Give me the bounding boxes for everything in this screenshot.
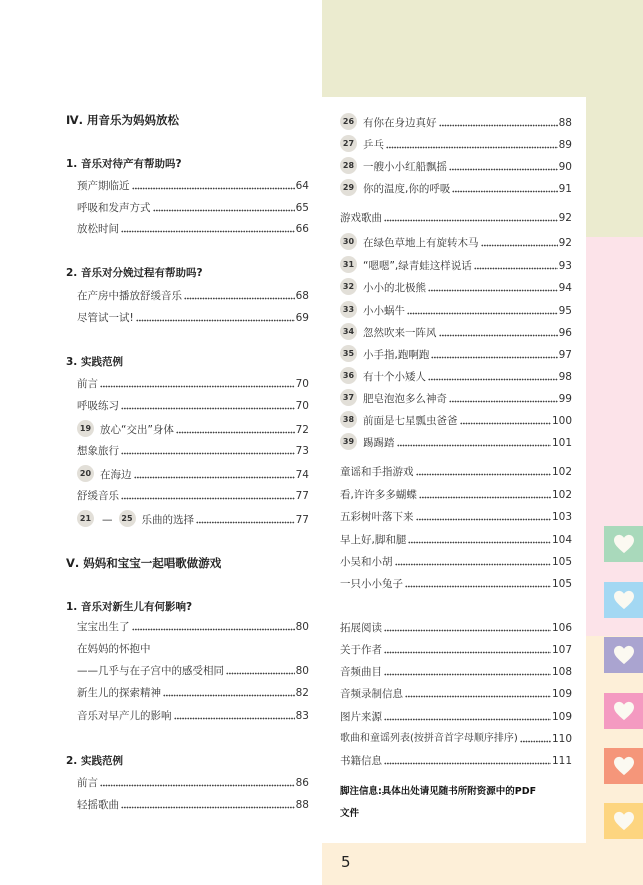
dot-leader	[449, 393, 558, 403]
track-number-badge: 25	[119, 510, 136, 527]
track-number-badge: 26	[340, 113, 357, 130]
entry-label: 呼吸练习	[77, 400, 119, 412]
page-ref: 64	[295, 180, 309, 192]
subsection-heading: 1. 音乐对新生儿有何影响?	[66, 601, 193, 613]
track-number-badge: 38	[340, 411, 357, 428]
dot-leader	[121, 223, 295, 233]
page-ref: 100	[551, 415, 572, 427]
toc-entry[interactable]	[340, 619, 572, 635]
page-ref: 83	[295, 710, 309, 722]
page-ref: 80	[295, 621, 309, 633]
entry-label: 新生儿的探索精神	[77, 687, 161, 699]
entry-label: 小小的北极熊	[363, 282, 426, 294]
toc-entry[interactable]	[340, 752, 572, 768]
entry-label: 乒乓	[363, 139, 384, 151]
dot-leader	[384, 212, 558, 222]
entry-label: 音频曲目	[340, 666, 382, 678]
toc-entry[interactable]	[77, 220, 309, 236]
entry-label: 你的温度,你的呼吸	[363, 183, 451, 195]
dot-leader	[431, 349, 557, 359]
toc-entry[interactable]	[77, 796, 309, 812]
heart-icon	[613, 534, 635, 554]
page-ref: 95	[558, 305, 572, 317]
track-number-badge: 29	[340, 179, 357, 196]
entry-label: 一只小小兔子	[340, 578, 403, 590]
toc-entry[interactable]	[77, 618, 309, 634]
entry-label: 游戏歌曲	[340, 212, 382, 224]
entry-label: 宝宝出生了	[77, 621, 130, 633]
dot-leader	[405, 688, 551, 698]
toc-entry[interactable]	[77, 177, 309, 193]
entry-label: 在海边	[100, 469, 132, 481]
toc-entry[interactable]	[77, 397, 309, 413]
entry-label: 音频录制信息	[340, 688, 403, 700]
track-number-badge: 28	[340, 157, 357, 174]
toc-track-entry[interactable]	[340, 434, 572, 450]
track-number-badge: 19	[77, 420, 94, 437]
entry-label: 舒缓音乐	[77, 490, 119, 502]
side-pink-panel	[586, 237, 643, 636]
range-dash: —	[102, 514, 113, 526]
page-ref: 94	[558, 282, 572, 294]
entry-label: 踢踢踏	[363, 437, 395, 449]
heart-icon	[613, 756, 635, 776]
page-ref: 92	[558, 237, 572, 249]
dot-leader	[439, 117, 558, 127]
dot-leader	[121, 445, 295, 455]
page-ref: 89	[558, 139, 572, 151]
dot-leader	[174, 710, 295, 720]
dot-leader	[439, 327, 558, 337]
page-ref: 106	[551, 622, 572, 634]
dot-leader	[428, 371, 558, 381]
page-ref: 105	[551, 578, 572, 590]
track-number-badge: 39	[340, 433, 357, 450]
entry-label: 在妈妈的怀抱中	[77, 643, 151, 655]
toc-entry[interactable]	[77, 707, 309, 723]
entry-label: 在产房中播放舒缓音乐	[77, 290, 182, 302]
page-ref: 69	[295, 312, 309, 324]
toc-track-entry[interactable]	[77, 421, 309, 437]
dot-leader	[384, 666, 551, 676]
toc-entry-title-line[interactable]	[77, 640, 309, 656]
toc-track-entry[interactable]	[340, 257, 572, 273]
toc-entry[interactable]	[77, 487, 309, 503]
track-number-badge: 31	[340, 256, 357, 273]
dot-leader	[449, 161, 558, 171]
entry-label: 前面是七星瓢虫爸爸	[363, 415, 458, 427]
dot-leader	[153, 202, 295, 212]
dot-leader	[132, 621, 295, 631]
toc-track-entry[interactable]	[340, 114, 572, 130]
toc-track-entry[interactable]	[340, 279, 572, 295]
dot-leader	[121, 400, 295, 410]
dot-leader	[460, 415, 551, 425]
page-ref: 65	[295, 202, 309, 214]
dot-leader	[384, 644, 551, 654]
toc-entry[interactable]	[340, 209, 572, 225]
entry-label: ——几乎与在子宫中的感受相同	[77, 665, 224, 677]
toc-entry[interactable]	[77, 662, 309, 678]
track-number-badge: 20	[77, 465, 94, 482]
toc-track-entry[interactable]	[340, 158, 572, 174]
entry-label: 关于作者	[340, 644, 382, 656]
entry-label: 小吴和小胡	[340, 556, 393, 568]
toc-track-entry[interactable]	[340, 302, 572, 318]
dot-leader	[132, 180, 295, 190]
track-number-badge: 37	[340, 389, 357, 406]
heart-icon	[613, 645, 635, 665]
entry-label: 音乐对早产儿的影响	[77, 710, 172, 722]
dot-leader	[408, 534, 551, 544]
page-ref: 88	[295, 799, 309, 811]
dot-leader	[134, 469, 295, 479]
track-number-badge: 34	[340, 323, 357, 340]
entry-label: 童谣和手指游戏	[340, 466, 414, 478]
page-ref: 90	[558, 161, 572, 173]
entry-label: 预产期临近	[77, 180, 130, 192]
dot-leader	[386, 139, 558, 149]
page-ref: 101	[551, 437, 572, 449]
dot-leader	[163, 687, 295, 697]
toc-entry[interactable]	[340, 708, 572, 724]
toc-track-entry[interactable]	[340, 324, 572, 340]
toc-track-entry[interactable]	[77, 466, 309, 482]
toc-entry[interactable]	[340, 463, 572, 479]
toc-entry[interactable]	[77, 309, 309, 325]
page-ref: 102	[551, 489, 572, 501]
dot-leader	[100, 777, 295, 787]
page-ref: 77	[295, 490, 309, 502]
side-tab-pink[interactable]	[604, 693, 643, 729]
toc-track-range-entry[interactable]	[77, 511, 309, 527]
entry-label: 尽管试一试!	[77, 312, 134, 324]
toc-entry[interactable]	[340, 508, 572, 524]
page-ref: 70	[295, 378, 309, 390]
entry-label: 有你在身边真好	[363, 117, 437, 129]
entry-label: 放松时间	[77, 223, 119, 235]
heart-icon	[613, 811, 635, 831]
entry-label: 图片来源	[340, 711, 382, 723]
page-ref: 109	[551, 688, 572, 700]
side-tab-green[interactable]	[604, 526, 643, 562]
toc-entry[interactable]	[340, 641, 572, 657]
entry-label: 五彩树叶落下来	[340, 511, 414, 523]
entry-label: 放心“交出”身体	[100, 424, 174, 436]
toc-entry[interactable]	[340, 575, 572, 591]
side-tab-blue[interactable]	[604, 582, 643, 618]
page-ref: 91	[558, 183, 572, 195]
dot-leader	[384, 711, 551, 721]
bottom-cream-panel	[322, 843, 586, 885]
dot-leader	[520, 733, 551, 743]
page-ref: 97	[558, 349, 572, 361]
toc-entry[interactable]	[340, 663, 572, 679]
page-ref: 99	[558, 393, 572, 405]
entry-label: 一艘小小红船飘摇	[363, 161, 447, 173]
footnote-line-1: 脚注信息:具体出处请见随书所附资源中的PDF	[340, 786, 537, 797]
dot-leader	[136, 312, 295, 322]
dot-leader	[100, 378, 295, 388]
toc-entry[interactable]	[77, 442, 309, 458]
page-ref: 72	[295, 424, 309, 436]
section-heading: Ⅳ. 用音乐为妈妈放松	[66, 113, 180, 127]
track-number-badge: 33	[340, 301, 357, 318]
page-ref: 110	[551, 733, 572, 745]
page-ref: 73	[295, 445, 309, 457]
page-ref: 93	[558, 260, 572, 272]
entry-label: 看,许许多多蝴蝶	[340, 489, 417, 501]
dot-leader	[419, 489, 551, 499]
toc-entry[interactable]	[77, 774, 309, 790]
dot-leader	[384, 622, 551, 632]
toc-entry[interactable]	[340, 685, 572, 701]
page-ref: 68	[295, 290, 309, 302]
page-ref: 86	[295, 777, 309, 789]
entry-label: 忽然吹来一阵风	[363, 327, 437, 339]
toc-track-entry[interactable]	[340, 412, 572, 428]
entry-label: 歌曲和童谣列表(按拼音首字母顺序排序)	[340, 733, 518, 744]
dot-leader	[416, 511, 551, 521]
heart-icon	[613, 701, 635, 721]
toc-entry[interactable]	[340, 486, 572, 502]
subsection-heading: 2. 实践范例	[66, 755, 123, 767]
track-number-badge: 30	[340, 233, 357, 250]
entry-label: 前言	[77, 378, 98, 390]
entry-label: 前言	[77, 777, 98, 789]
subsection-heading: 3. 实践范例	[66, 356, 123, 368]
toc-track-entry[interactable]	[340, 390, 572, 406]
section-heading: Ⅴ. 妈妈和宝宝一起唱歌做游戏	[66, 556, 222, 570]
page-ref: 92	[558, 212, 572, 224]
dot-leader	[121, 799, 295, 809]
dot-leader	[384, 755, 551, 765]
subsection-heading: 1. 音乐对待产有帮助吗?	[66, 158, 182, 170]
page-ref: 104	[551, 534, 572, 546]
dot-leader	[176, 424, 295, 434]
track-number-badge: 27	[340, 135, 357, 152]
toc-entry[interactable]	[340, 730, 572, 746]
dot-leader	[395, 556, 551, 566]
track-number-badge: 21	[77, 510, 94, 527]
track-number-badge: 36	[340, 367, 357, 384]
dot-leader	[474, 260, 558, 270]
page-ref: 80	[295, 665, 309, 677]
toc-track-entry[interactable]	[340, 346, 572, 362]
subsection-heading: 2. 音乐对分娩过程有帮助吗?	[66, 267, 203, 279]
toc-entry[interactable]	[340, 531, 572, 547]
entry-label: 在绿色草地上有旋转木马	[363, 237, 479, 249]
page-ref: 98	[558, 371, 572, 383]
page-ref: 70	[295, 400, 309, 412]
entry-label: 书籍信息	[340, 755, 382, 767]
page-number: 5	[341, 853, 351, 871]
dot-leader	[452, 183, 557, 193]
dot-leader	[416, 466, 551, 476]
entry-label: 有十个小矮人	[363, 371, 426, 383]
page-ref: 88	[558, 117, 572, 129]
toc-entry[interactable]	[77, 684, 309, 700]
entry-label: 呼吸和发声方式	[77, 202, 151, 214]
page-ref: 74	[295, 469, 309, 481]
toc-track-entry[interactable]	[340, 234, 572, 250]
entry-label: 小小蜗牛	[363, 305, 405, 317]
dot-leader	[428, 282, 558, 292]
page-ref: 77	[295, 514, 309, 526]
entry-label: 肥皂泡泡多么神奇	[363, 393, 447, 405]
entry-label: 轻摇歌曲	[77, 799, 119, 811]
dot-leader	[184, 290, 295, 300]
page-ref: 111	[551, 755, 572, 767]
dot-leader	[407, 305, 558, 315]
toc-track-entry[interactable]	[340, 368, 572, 384]
entry-label: 早上好,脚和腿	[340, 534, 407, 546]
dot-leader	[196, 514, 295, 524]
page-ref: 96	[558, 327, 572, 339]
footnote-line-2: 文件	[340, 808, 360, 819]
entry-label: 拓展阅读	[340, 622, 382, 634]
toc-entry[interactable]	[340, 553, 572, 569]
dot-leader	[226, 665, 295, 675]
heart-icon	[613, 590, 635, 610]
toc-track-entry[interactable]	[340, 180, 572, 196]
page-ref: 108	[551, 666, 572, 678]
dot-leader	[121, 490, 295, 500]
page-ref: 105	[551, 556, 572, 568]
toc-track-entry[interactable]	[340, 136, 572, 152]
page-ref: 66	[295, 223, 309, 235]
entry-label: 乐曲的选择	[141, 514, 194, 526]
entry-label: “嗯嗯”,绿青蛙这样说话	[363, 260, 472, 272]
page-ref: 109	[551, 711, 572, 723]
toc-entry[interactable]	[77, 199, 309, 215]
page-ref: 102	[551, 466, 572, 478]
side-tab-orange[interactable]	[604, 748, 643, 784]
entry-label: 小手指,跑啊跑	[363, 349, 430, 361]
dot-leader	[481, 237, 558, 247]
dot-leader	[405, 578, 551, 588]
track-number-badge: 32	[340, 278, 357, 295]
page-ref: 107	[551, 644, 572, 656]
dot-leader	[397, 437, 551, 447]
entry-label: 想象旅行	[77, 445, 119, 457]
page-ref: 103	[551, 511, 572, 523]
toc-entry[interactable]	[77, 287, 309, 303]
toc-entry[interactable]	[77, 375, 309, 391]
track-number-badge: 35	[340, 345, 357, 362]
side-tab-yellow[interactable]	[604, 803, 643, 839]
side-tab-purple[interactable]	[604, 637, 643, 673]
page-ref: 82	[295, 687, 309, 699]
